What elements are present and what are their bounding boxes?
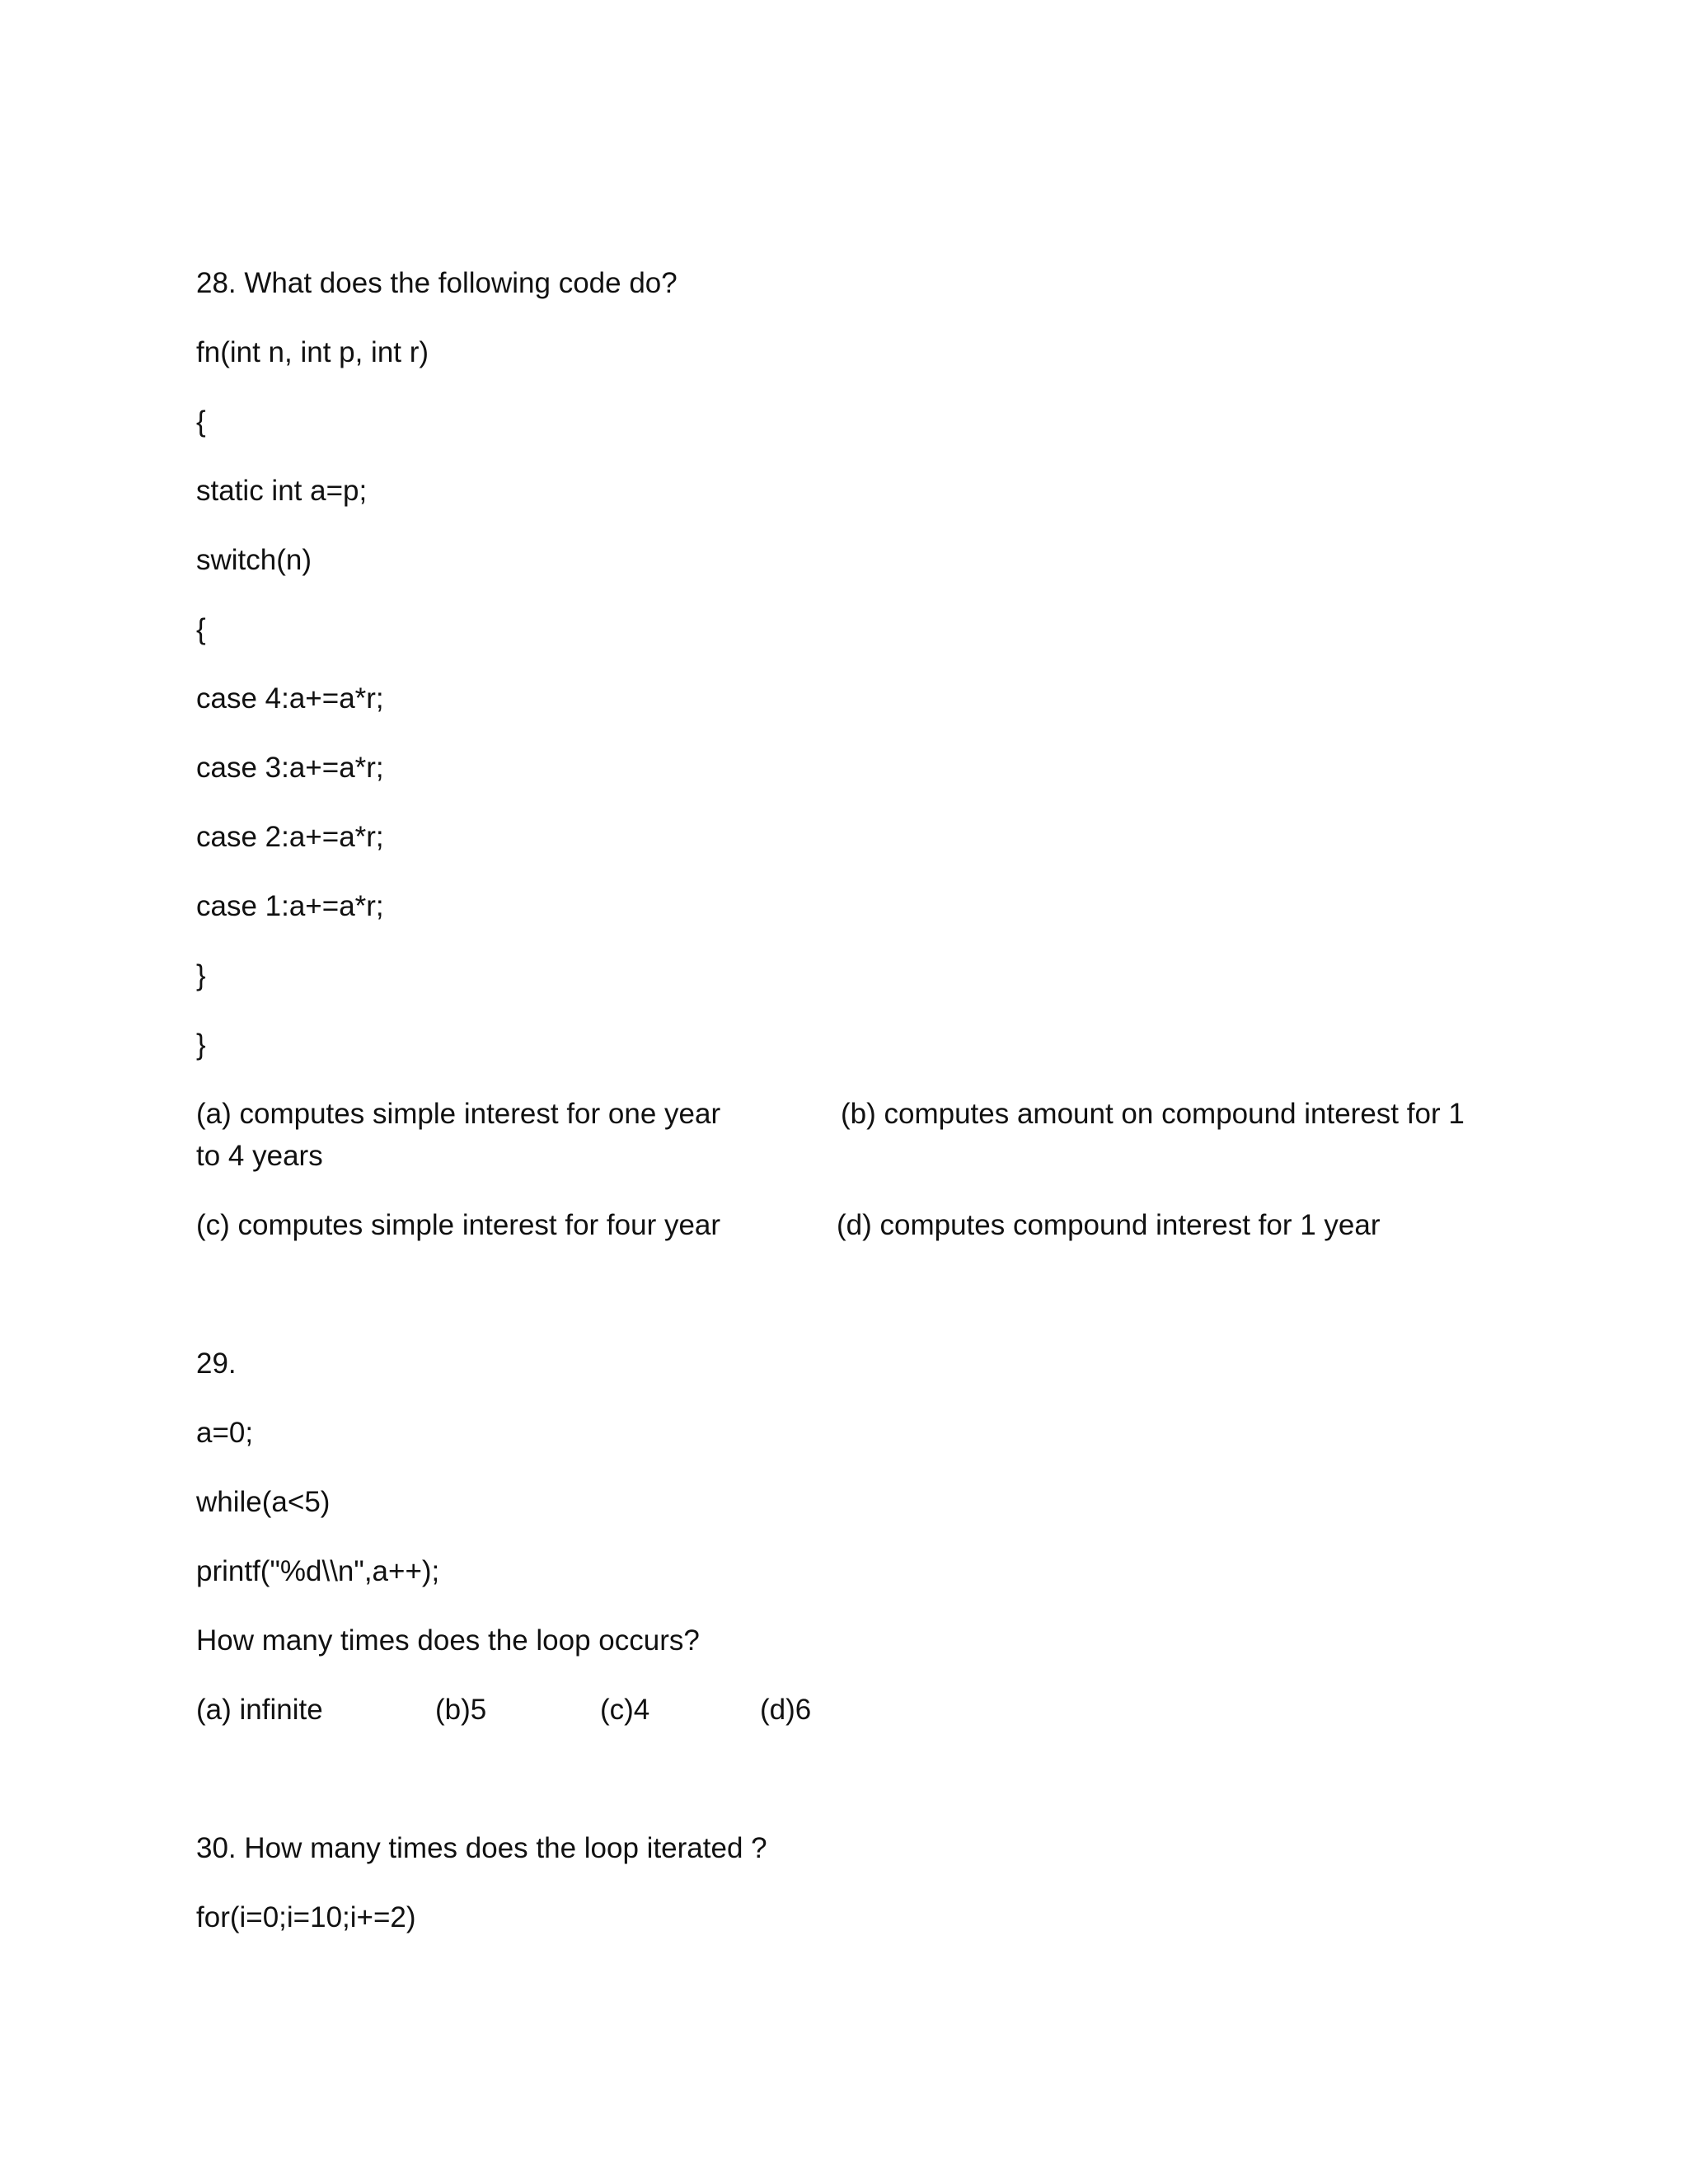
q28-option-a: (a) computes simple interest for one year (196, 1098, 721, 1130)
q28-option-c: (c) computes simple interest for four year (196, 1209, 721, 1241)
q29-option-b: (b)5 (435, 1694, 487, 1726)
q29-code-line-2: while(a<5) (196, 1486, 331, 1518)
q29-option-d: (d)6 (760, 1694, 812, 1726)
q28-code-line-6: case 4:a+=a*r; (196, 682, 384, 715)
q28-code-line-3: static int a=p; (196, 475, 368, 507)
q30-code-line-1: for(i=0;i=10;i+=2) (196, 1901, 416, 1933)
q28-code-line-2: { (196, 405, 206, 438)
q28-code-line-7: case 3:a+=a*r; (196, 752, 384, 784)
q28-code-line-8: case 2:a+=a*r; (196, 821, 384, 853)
q28-question: 28. What does the following code do? (196, 267, 678, 299)
q28-code-line-9: case 1:a+=a*r; (196, 890, 384, 922)
q28-option-d: (d) computes compound interest for 1 year (837, 1209, 1381, 1241)
q28-code-line-1: fn(int n, int p, int r) (196, 336, 429, 368)
q28-option-b: (b) computes amount on compound interest for 1 (841, 1098, 1465, 1130)
q29-number: 29. (196, 1347, 237, 1380)
q30-question: 30. How many times does the loop iterated ? (196, 1832, 767, 1864)
q29-option-c: (c)4 (600, 1694, 650, 1726)
q29-option-a: (a) infinite (196, 1694, 323, 1726)
q28-code-line-4: switch(n) (196, 544, 312, 576)
q29-question: How many times does the loop occurs? (196, 1624, 700, 1657)
q28-option-b-continuation: to 4 years (196, 1140, 323, 1172)
q29-code-line-1: a=0; (196, 1417, 254, 1449)
q28-code-line-11: } (196, 1029, 206, 1061)
q28-code-line-10: } (196, 959, 206, 991)
q29-code-line-3: printf("%d\\n",a++); (196, 1555, 440, 1587)
q28-code-line-5: { (196, 613, 206, 645)
